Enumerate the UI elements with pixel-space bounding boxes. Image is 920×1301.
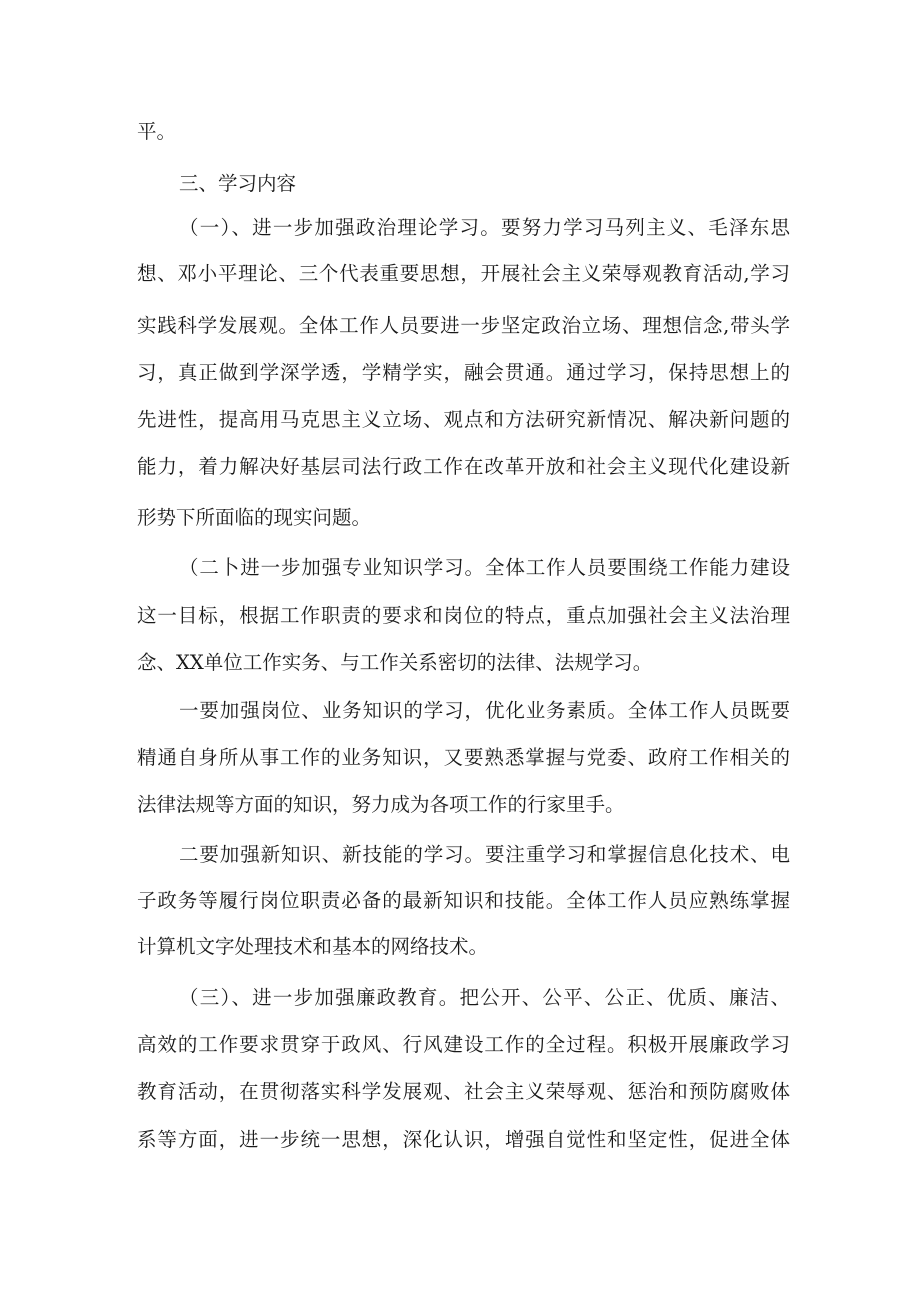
text-line: 法律法规等方面的知识，努力成为各项工作的行家里手。 [137,793,625,816]
text-line: 想、邓小平理论、三个代表重要思想，开展社会主义荣辱观教育活动,学习 [137,262,790,285]
text-line: 二要加强新知识、新技能的学习。要注重学习和掌握信息化技术、电 [179,843,790,866]
text-line: 教育活动，在贯彻落实科学发展观、社会主义荣辱观、惩治和预防腐败体 [137,1080,790,1103]
text-line: 子政务等履行岗位职责必备的最新知识和技能。全体工作人员应熟练掌握 [137,889,790,912]
text-line: 计算机文字处理技术和基本的网络技术。 [137,935,489,958]
text-line: 念、XX单位工作实务、与工作关系密切的法律、法规学习。 [137,651,653,674]
text-line: 形势下所面临的现实问题。 [137,506,372,529]
text-line: 这一目标，根据工作职责的要求和岗位的特点，重点加强社会主义法治理 [137,604,790,627]
text-line: （二卜进一步加强专业知识学习。全体工作人员要围绕工作能力建设 [179,556,790,579]
text-line: （三）、进一步加强廉政教育。把公开、公平、公正、优质、廉洁、 [179,986,790,1009]
text-line: 实践科学发展观。全体工作人员要进一步坚定政治立场、理想信念,带头学 [137,314,790,337]
text-line: 系等方面，进一步统一思想，深化认识，增强自觉性和坚定性，促进全体 [137,1128,790,1151]
text-line: 平。 [137,120,177,143]
text-line: （一）、进一步加强政治理论学习。要努力学习马列主义、毛泽东思 [179,216,790,239]
text-line: 一要加强岗位、业务知识的学习，优化业务素质。全体工作人员既要 [179,699,790,722]
text-line: 高效的工作要求贯穿于政风、行风建设工作的全过程。积极开展廉政学习 [137,1033,790,1056]
text-line: 习，真正做到学深学透，学精学实，融会贯通。通过学习，保持思想上的 [137,361,790,384]
text-line: 能力，着力解决好基层司法行政工作在改革开放和社会主义现代化建设新 [137,455,790,478]
text-line: 精通自身所从事工作的业务知识，又要熟悉掌握与党委、政府工作相关的 [137,746,790,769]
section-heading: 三、学习内容 [179,172,297,195]
text-line: 先进性，提高用马克思主义立场、观点和方法研究新情况、解决新问题的 [137,408,790,431]
